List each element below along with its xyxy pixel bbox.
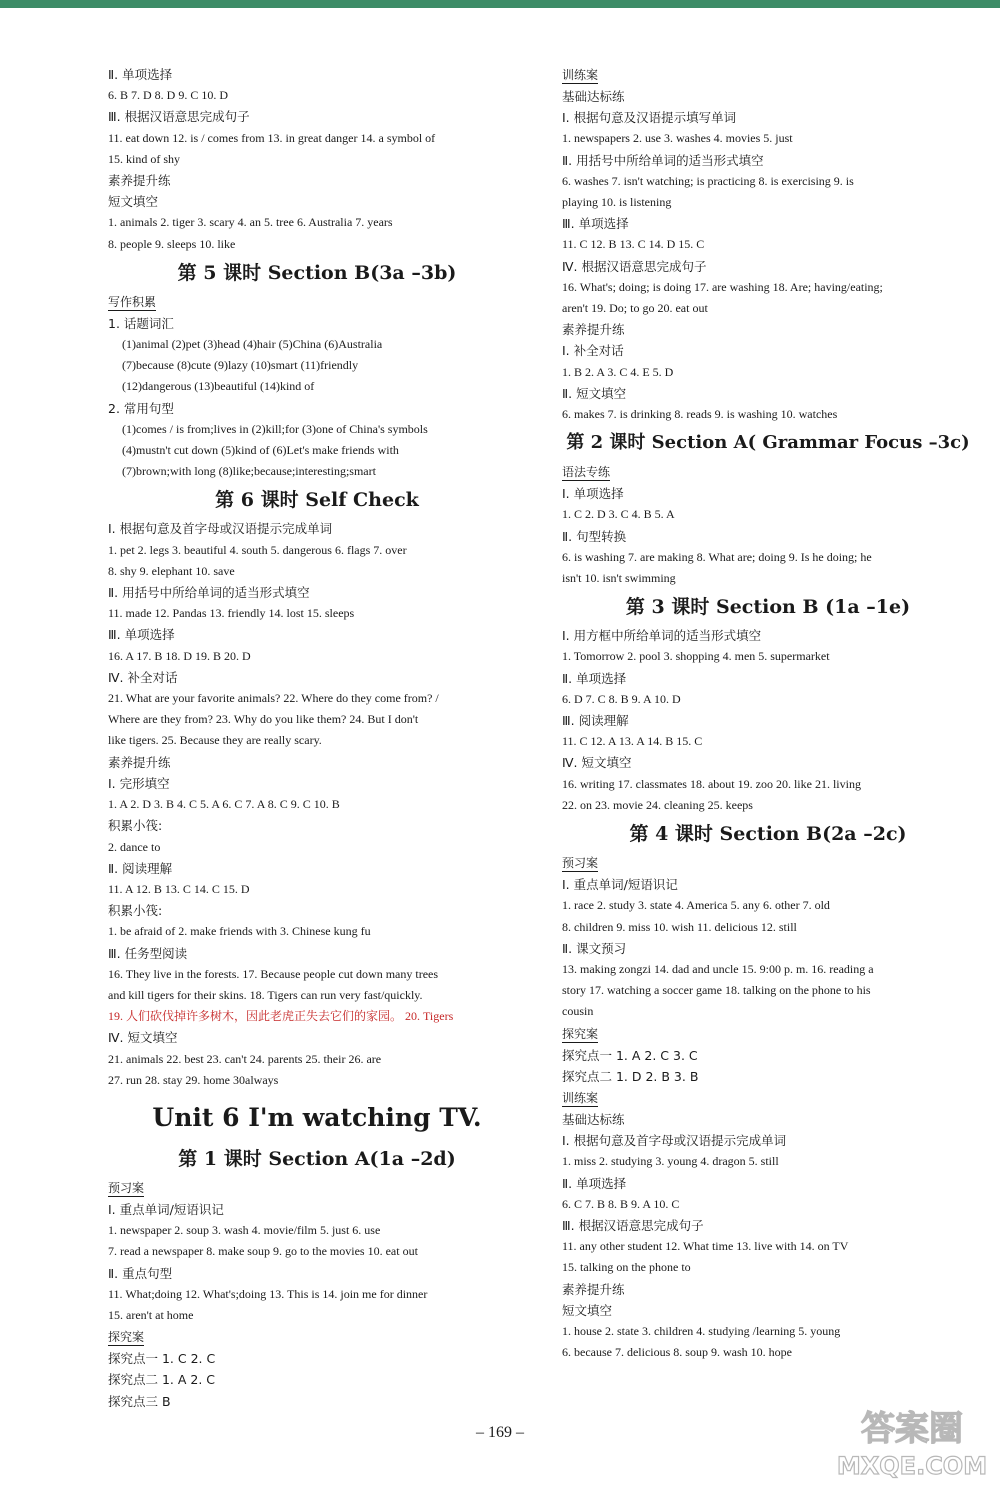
exercise-heading: Ⅳ. 短文填空 (562, 755, 632, 771)
exercise-heading: Ⅱ. 用括号中所给单词的适当形式填空 (562, 152, 764, 168)
exercise-heading: 素养提升练 (562, 322, 625, 338)
section-tag-row (562, 1023, 974, 1045)
top-color-stripe (0, 0, 1000, 8)
exercise-heading: Ⅱ. 课文预习 (562, 940, 627, 956)
exercise-heading: Ⅱ. 单项选择 (562, 670, 627, 686)
answer-line: and kill tigers for their skins. 18. Tigers can run very fast/quickly. (108, 987, 423, 1002)
section-tag: 写作积累 (108, 294, 157, 309)
answer-line: playing 10. is listening (562, 195, 672, 210)
exercise-heading: 基础达标练 (562, 1111, 625, 1127)
lesson-heading: 第 4 课时 Section B(2a –2c) (629, 823, 907, 846)
answer-line: 13. making zongzi 14. dad and uncle 15. 9:00 p. m. 16. reading a (562, 961, 874, 976)
exercise-heading: 探究点二 1. D 2. B 3. B (562, 1068, 699, 1084)
answer-line: 1. race 2. study 3. state 4. America 5. any 6. other 7. old (562, 898, 830, 913)
exercise-heading: Ⅲ. 任务型阅读 (108, 945, 188, 961)
section-tag-row (108, 1177, 526, 1199)
answer-line: 8. shy 9. elephant 10. save (108, 563, 235, 578)
section-tag: 探究案 (108, 1330, 145, 1345)
exercise-heading: Ⅱ. 短文填空 (562, 385, 627, 401)
exercise-heading: 2. 常用句型 (108, 400, 174, 416)
exercise-heading: 探究点一 1. A 2. C 3. C (562, 1047, 698, 1063)
answer-line: 1. newspaper 2. soup 3. wash 4. movie/film 5. just 6. use (108, 1223, 381, 1238)
exercise-heading: 短文填空 (108, 194, 159, 210)
section-tag-row (562, 852, 974, 874)
left-column (108, 64, 526, 1412)
answer-line: 6. C 7. B 8. B 9. A 10. C (562, 1196, 680, 1211)
exercise-heading: 积累小筏: (108, 818, 163, 834)
exercise-heading: Ⅰ. 重点单词/短语识记 (562, 877, 678, 893)
answer-line: 6. D 7. C 8. B 9. A 10. D (562, 691, 681, 706)
answer-line: 11. eat down 12. is / comes from 13. in great danger 14. a symbol of (108, 130, 436, 145)
watermark-line1: 答案圈 (861, 1409, 963, 1449)
exercise-heading: Ⅰ. 根据句意及首字母或汉语提示完成单词 (562, 1133, 787, 1149)
exercise-heading: Ⅰ. 单项选择 (562, 486, 624, 502)
lesson-heading: 第 5 课时 Section B(3a –3b) (177, 261, 457, 284)
answer-line: 11. made 12. Pandas 13. friendly 14. lost 15. sleeps (108, 606, 355, 621)
section-tag-row (562, 1087, 974, 1109)
right-column (562, 64, 974, 1363)
answer-line: like tigers. 25. Because they are really scary. (108, 733, 322, 748)
page-number: – 169 – (476, 1424, 524, 1441)
unit-title: Unit 6 I'm watching TV. (152, 1102, 482, 1132)
answer-line: 1. A 2. D 3. B 4. C 5. A 6. C 7. A 8. C 9. C 10. B (108, 797, 340, 812)
section-tag: 训练案 (562, 68, 599, 82)
answer-line: 16. A 17. B 18. D 19. B 20. D (108, 648, 251, 663)
answer-line: 11. C 12. A 13. A 14. B 15. C (562, 734, 703, 749)
answer-line: 1. C 2. D 3. C 4. B 5. A (562, 507, 675, 522)
answer-line: 16. writing 17. classmates 18. about 19. zoo 20. like 21. living (562, 776, 861, 791)
section-tag: 语法专练 (562, 465, 611, 480)
exercise-heading: Ⅲ. 根据汉语意思完成句子 (562, 1217, 704, 1233)
answer-line: 6. B 7. D 8. D 9. C 10. D (108, 88, 229, 103)
answer-line: (7)brown;with long (8)like;because;interesting;smart (122, 464, 376, 479)
answer-line: 15. kind of shy (108, 151, 180, 166)
answer-line: 15. talking on the phone to (562, 1260, 691, 1275)
exercise-heading: Ⅱ. 句型转换 (562, 528, 627, 544)
answer-line-red: 19. 人们砍伐掉许多树木，因此老虎正失去它们的家园。 20. Tigers (108, 1009, 454, 1024)
answer-line: Where are they from? 23. Why do you like them? 24. But I don't (108, 712, 419, 727)
answer-line: 15. aren't at home (108, 1307, 194, 1322)
section-tag: 预习案 (562, 856, 599, 871)
exercise-heading: 素养提升练 (108, 754, 171, 770)
answer-line: 6. is washing 7. are making 8. What are; doing 9. Is he doing; he (562, 549, 872, 564)
answer-line: 1. animals 2. tiger 3. scary 4. an 5. tree 6. Australia 7. years (108, 215, 393, 230)
answer-line: 6. makes 7. is drinking 8. reads 9. is washing 10. watches (562, 407, 838, 422)
exercise-heading: Ⅱ. 单项选择 (562, 1175, 627, 1191)
lesson-heading: 第 3 课时 Section B (1a –1e) (625, 596, 911, 619)
answer-line: 11. C 12. B 13. C 14. D 15. C (562, 237, 705, 252)
lesson-heading: 第 6 课时 Self Check (215, 489, 419, 512)
answer-line: 6. washes 7. isn't watching; is practicing 8. is exercising 9. is (562, 173, 854, 188)
answer-line: (1)comes / is from;lives in (2)kill;for (3)one of China's symbols (122, 421, 428, 436)
answer-line: 1. Tomorrow 2. pool 3. shopping 4. men 5. supermarket (562, 649, 830, 664)
answer-line: 1. miss 2. studying 3. young 4. dragon 5. still (562, 1154, 779, 1169)
section-tag-row (562, 461, 974, 483)
exercise-heading: Ⅰ. 根据句意及汉语提示填写单词 (562, 110, 737, 126)
exercise-heading: 1. 话题词汇 (108, 315, 174, 331)
answer-line: 27. run 28. stay 29. home 30always (108, 1072, 279, 1087)
section-tag: 探究案 (562, 1026, 599, 1041)
section-tag: 预习案 (108, 1180, 145, 1195)
exercise-heading: 素养提升练 (108, 173, 171, 189)
answer-line: 21. animals 22. best 23. can't 24. parents 25. their 26. are (108, 1051, 382, 1066)
exercise-heading: Ⅳ. 短文填空 (108, 1030, 178, 1046)
exercise-heading: Ⅰ. 完形填空 (108, 775, 170, 791)
answer-line: story 17. watching a soccer game 18. talking on the phone to his (562, 983, 871, 998)
watermark-line2: MXQE.COM (836, 1452, 988, 1480)
exercise-heading: Ⅲ. 阅读理解 (562, 713, 629, 729)
answer-line: isn't 10. isn't swimming (562, 571, 676, 586)
answer-line: 2. dance to (108, 839, 161, 854)
exercise-heading: Ⅱ. 用括号中所给单词的适当形式填空 (108, 585, 310, 601)
answer-line: (7)because (8)cute (9)lazy (10)smart (11)friendly (122, 358, 359, 373)
exercise-heading: Ⅰ. 用方框中所给单词的适当形式填空 (562, 628, 762, 644)
answer-line: 8. children 9. miss 10. wish 11. delicious 12. still (562, 919, 797, 934)
section-tag-row (108, 1326, 526, 1348)
exercise-heading: Ⅰ. 重点单词/短语识记 (108, 1201, 224, 1217)
answer-line: 22. on 23. movie 24. cleaning 25. keeps (562, 797, 753, 812)
section-tag-row (562, 64, 974, 86)
exercise-heading: Ⅳ. 根据汉语意思完成句子 (562, 258, 707, 274)
answer-line: cousin (562, 1004, 594, 1019)
lesson-heading: 第 2 课时 Section A( Grammar Focus –3c) (566, 432, 970, 454)
answer-line: 6. because 7. delicious 8. soup 9. wash 10. hope (562, 1345, 792, 1360)
answer-line: 11. A 12. B 13. C 14. C 15. D (108, 881, 250, 896)
exercise-heading: 短文填空 (562, 1302, 613, 1318)
exercise-heading: Ⅱ. 单项选择 (108, 67, 173, 82)
exercise-heading: 探究点一 1. C 2. C (108, 1351, 216, 1367)
exercise-heading: 探究点二 1. A 2. C (108, 1372, 216, 1388)
exercise-heading: 基础达标练 (562, 89, 625, 104)
answer-line: 16. They live in the forests. 17. Because people cut down many trees (108, 966, 439, 981)
answer-line: 11. What;doing 12. What's;doing 13. This is 14. join me for dinner (108, 1286, 428, 1301)
answer-line: aren't 19. Do; to go 20. eat out (562, 301, 708, 316)
section-tag-row (108, 291, 526, 313)
answer-line: 1. B 2. A 3. C 4. E 5. D (562, 364, 674, 379)
exercise-heading: 探究点三 B (108, 1393, 171, 1409)
answer-line: 21. What are your favorite animals? 22. Where do they come from? / (108, 691, 439, 706)
answer-line: 16. What's; doing; is doing 17. are washing 18. Are; having/eating; (562, 279, 883, 294)
exercise-heading: Ⅰ. 根据句意及首字母或汉语提示完成单词 (108, 521, 333, 537)
answer-line: 1. pet 2. legs 3. beautiful 4. south 5. dangerous 6. flags 7. over (108, 542, 407, 557)
watermark-logo (832, 1398, 992, 1488)
exercise-heading: 积累小筏: (108, 903, 163, 919)
lesson-heading: 第 1 课时 Section A(1a –2d) (178, 1147, 456, 1170)
section-tag: 训练案 (562, 1090, 599, 1105)
exercise-heading: Ⅱ. 重点句型 (108, 1265, 173, 1281)
exercise-heading: Ⅲ. 根据汉语意思完成句子 (108, 109, 250, 125)
answer-line: 1. newspapers 2. use 3. washes 4. movies 5. just (562, 131, 793, 146)
exercise-heading: Ⅱ. 阅读理解 (108, 860, 173, 876)
exercise-heading: Ⅲ. 单项选择 (562, 216, 629, 232)
exercise-heading: 素养提升练 (562, 1281, 625, 1297)
answer-line: (12)dangerous (13)beautiful (14)kind of (122, 379, 315, 394)
exercise-heading: Ⅳ. 补全对话 (108, 669, 178, 685)
answer-line: (4)mustn't cut down (5)kind of (6)Let's make friends with (122, 443, 399, 458)
answer-line: 1. be afraid of 2. make friends with 3. Chinese kung fu (108, 924, 371, 939)
exercise-heading: Ⅲ. 单项选择 (108, 627, 175, 643)
answer-line: (1)animal (2)pet (3)head (4)hair (5)China (6)Australia (122, 337, 383, 352)
exercise-heading: Ⅰ. 补全对话 (562, 343, 624, 359)
answer-line: 11. any other student 12. What time 13. live with 14. on TV (562, 1239, 849, 1254)
answer-line: 8. people 9. sleeps 10. like (108, 236, 236, 251)
answer-line: 1. house 2. state 3. children 4. studying /learning 5. young (562, 1323, 841, 1338)
answer-line: 7. read a newspaper 8. make soup 9. go to the movies 10. eat out (108, 1244, 418, 1259)
